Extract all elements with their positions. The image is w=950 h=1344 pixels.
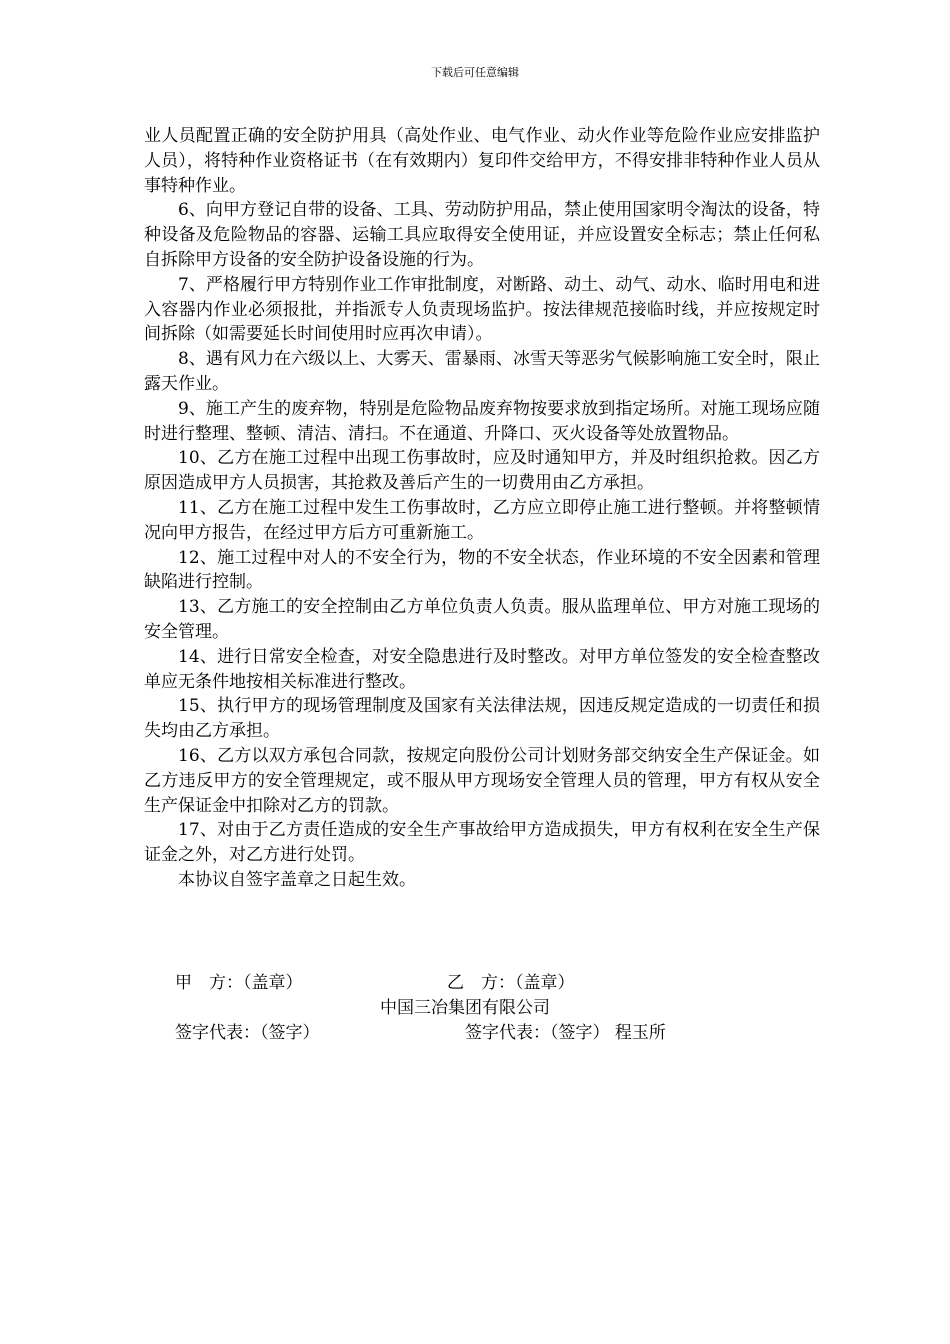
clause-12: 12、施工过程中对人的不安全行为，物的不安全状态，作业环境的不安全因素和管理缺陷进行控制。: [144, 547, 820, 593]
party-b-signature-label: 签字代表：（签字） 程玉所: [465, 1023, 666, 1043]
header-note: 下载后可任意编辑: [431, 66, 519, 79]
party-a-seal-label: 甲 方：（盖章）: [175, 973, 303, 993]
agreement-body: [144, 124, 820, 893]
effective-clause: 本协议自签字盖章之日起生效。: [178, 869, 416, 890]
clause-16: 16、乙方以双方承包合同款，按规定向股份公司计划财务部交纳安全生产保证金。如乙方违反甲方的安全管理规定，或不服从甲方现场安全管理人员的管理，甲方有权从安全生产保证金中扣除对乙方的罚款。: [144, 745, 820, 816]
clause-10: 10、乙方在施工过程中出现工伤事故时，应及时通知甲方，并及时组织抢救。因乙方原因造成甲方人员损害，其抢救及善后产生的一切费用由乙方承担。: [144, 448, 820, 494]
company-name: 中国三冶集团有限公司: [380, 998, 550, 1018]
paragraph-continued: 业人员配置正确的安全防护用具（高处作业、电气作业、动火作业等危险作业应安排监护人员），将特种作业资格证书（在有效期内）复印件交给甲方，不得安排非特种作业人员从事特种作业。: [144, 126, 820, 196]
clause-17: 17、对由于乙方责任造成的安全生产事故给甲方造成损失，甲方有权利在安全生产保证金之外，对乙方进行处罚。: [144, 820, 820, 866]
clause-8: 8、遇有风力在六级以上、大雾天、雷暴雨、冰雪天等恶劣气候影响施工安全时，限止露天作业。: [144, 349, 820, 394]
clause-14: 14、进行日常安全检查，对安全隐患进行及时整改。对甲方单位签发的安全检查整改单应无条件地按相关标准进行整改。: [144, 646, 820, 692]
party-b-seal-label: 乙 方：（盖章）: [447, 973, 575, 993]
clause-11: 11、乙方在施工过程中发生工伤事故时，乙方应立即停止施工进行整顿。并将整顿情况向甲方报告，在经过甲方后方可重新施工。: [144, 497, 820, 543]
clause-15: 15、执行甲方的现场管理制度及国家有关法律法规，因违反规定造成的一切责任和损失均由乙方承担。: [144, 696, 820, 742]
clause-9: 9、施工产生的废弃物，特别是危险物品废弃物按要求放到指定场所。对施工现场应随时进行整理、整顿、清洁、清扫。不在通道、升降口、灭火设备等处放置物品。: [144, 398, 820, 444]
party-a-signature-label: 签字代表：（签字）: [175, 1023, 320, 1043]
clause-6: 6、向甲方登记自带的设备、工具、劳动防护用品，禁止使用国家明令淘汰的设备，特种设备及危险物品的容器、运输工具应取得安全使用证，并应设置安全标志；禁止任何私自拆除甲方设备的安全防护设备设施的行为。: [144, 200, 820, 270]
clause-7: 7、严格履行甲方特别作业工作审批制度，对断路、动土、动气、动水、临时用电和进入容器内作业必须报批，并指派专人负责现场监护。按法律规范接临时线，并应按规定时间拆除（如需要延长时间使用时应再次申请）。: [144, 274, 820, 345]
clause-13: 13、乙方施工的安全控制由乙方单位负责人负责。服从监理单位、甲方对施工现场的安全管理。: [144, 597, 820, 642]
